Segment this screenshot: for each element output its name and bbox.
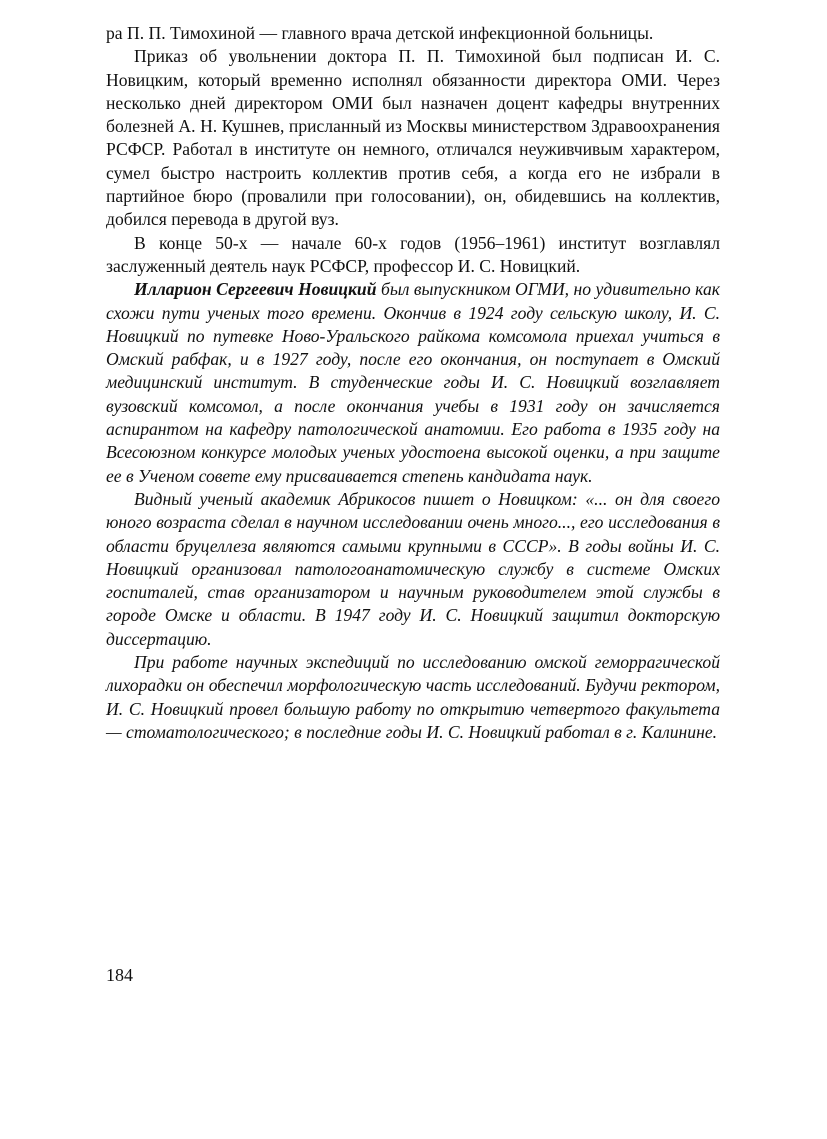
paragraph-abrikosov-quote: Видный ученый академик Абрикосов пишет о Новицком: «... он для своего юного возраста сделал в научном исследовании очень много..., его исследования в области бруцеллеза являются самыми крупными в СССР». В годы войны И. С. Новицкий организовал патологоанатомическую службу в системе Омских госпиталей, став организатором и научным руководителем этой службы в городе Омске и области. В 1947 году И. С. Новицкий защитил докторскую диссертацию. [106,488,720,649]
paragraph-expeditions: При работе научных экспедиций по исследованию омской геморрагической лихорадки он обеспечил морфологическую часть исследований. Будучи ректором, И. С. Новицкий провел большую работу по открытию четвертого факультета — стоматологического; в последние годы И. С. Новицкий работал в г. Калинине. [106,652,720,742]
page-body [106,22,720,744]
page-number: 184 [106,965,133,985]
paragraph-institute-head: В конце 50-х — начале 60-х годов (1956–1961) институт возглавлял заслуженный деятель наук РСФСР, профессор И. С. Новицкий. [106,232,720,276]
paragraph-lead-name: Илларион Сергеевич Новицкий [134,279,377,300]
paragraph-dismissal-order: Приказ об увольнении доктора П. П. Тимохиной был подписан И. С. Новицким, который временно исполнял обязанности директора ОМИ. Через несколько дней директором ОМИ был назначен доцент кафедры внутренних болезней А. Н. Кушнев, присланный из Москвы министерством Здравоохранения РСФСР. Работал в институте он немного, отличался неуживчивым характером, сумел быстро настроить коллектив против себя, а когда его не избрали в партийное бюро (провалили при голосовании), он, обидевшись на коллектив, добился перевода в другой вуз. [106,46,720,230]
paragraph-biography-text: был выпускником ОГМИ, но удивительно как схожи пути ученых того времени. Окончив в 1924 году сельскую школу, И. С. Новицкий по путевке Ново-Уральского райкома комсомола приехал учиться в Омский рабфак, и в 1927 году, после его окончания, он поступает в Омский медицинский институт. В студенческие годы И. С. Новицкий возглавляет вузовский комсомол, а после окончания учебы в 1931 году он зачисляется аспирантом на кафедру патологической анатомии. Его работа в 1935 году на Всесоюзном конкурсе молодых ученых удостоена высокой оценки, а при защите ее в Ученом совете ему присваивается степень кандидата наук. [106,279,720,486]
paragraph-novitsky-biography [106,278,720,488]
paragraph-continuation: ра П. П. Тимохиной — главного врача детской инфекционной больницы. [106,23,654,43]
